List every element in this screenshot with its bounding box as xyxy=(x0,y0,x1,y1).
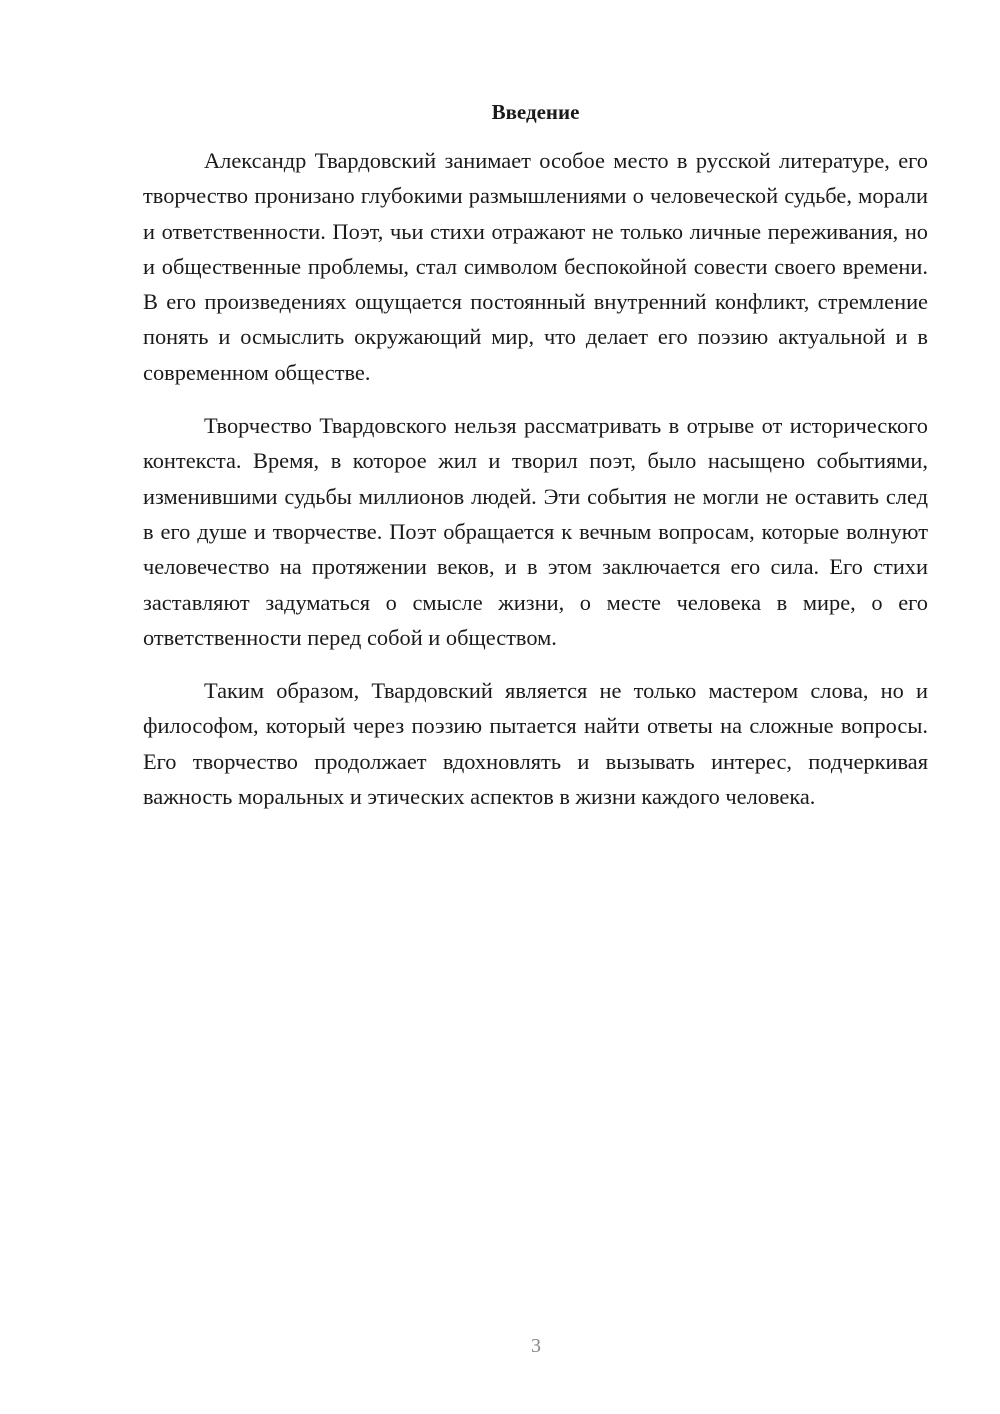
body-text xyxy=(143,143,928,832)
paragraph-3: Таким образом, Твардовский является не только мастером слова, но и философом, который через поэзию пытается найти ответы на сложные вопросы. Его творчество продолжает вдохновлять и вызывать интерес, подчеркивая важность моральных и этических аспектов в жизни каждого человека. xyxy=(143,678,928,810)
page-number: 3 xyxy=(531,1335,541,1357)
page-title: Введение xyxy=(491,100,580,124)
paragraph-2: Творчество Твардовского нельзя рассматривать в отрыве от исторического контекста. Время, в которое жил и творил поэт, было насыщено событиями, изменившими судьбы миллионов людей. Эти события не могли не оставить след в его душе и творчестве. Поэт обращается к вечным вопросам, которые волнуют человечество на протяжении веков, и в этом заключается его сила. Его стихи заставляют задуматься о смысле жизни, о месте человека в мире, о его ответственности перед собой и обществом. xyxy=(143,413,928,650)
paragraph-1: Александр Твардовский занимает особое место в русской литературе, его творчество пронизано глубокими размышлениями о человеческой судьбе, морали и ответственности. Поэт, чьи стихи отражают не только личные переживания, но и общественные проблемы, стал символом беспокойной совести своего времени. В его произведениях ощущается постоянный внутренний конфликт, стремление понять и осмыслить окружающий мир, что делает его поэзию актуальной и в современном обществе. xyxy=(143,148,928,385)
